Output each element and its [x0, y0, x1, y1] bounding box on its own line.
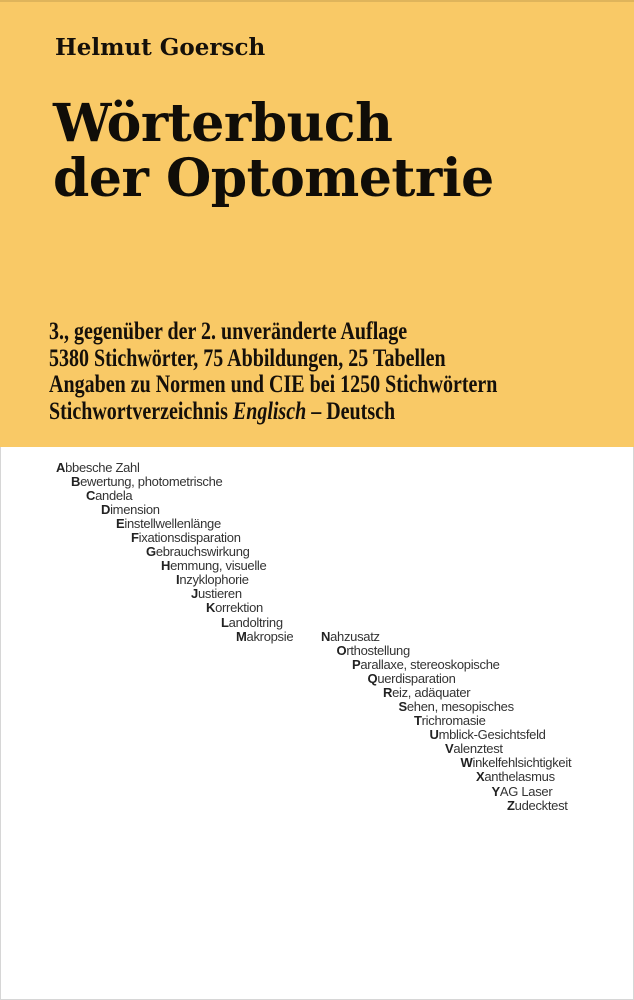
index-entry-initial: N [321, 629, 331, 644]
index-note-prefix: Stichwortverzeichnis [49, 397, 228, 425]
index-entry-initial: Q [367, 671, 378, 687]
index-entry-initial: Y [491, 783, 500, 799]
edition-line-2: 5380 Stichwörter, 75 Abbildungen, 25 Tabellen [49, 344, 446, 372]
edition-info [49, 319, 497, 425]
index-entry [461, 756, 572, 770]
edition-line-1: 3., gegenüber der 2. unveränderte Auflage [49, 318, 408, 345]
index-column-n-z [321, 630, 571, 813]
index-entry-text: ustieren [197, 586, 242, 602]
index-entry [383, 686, 571, 700]
index-entry [492, 785, 572, 799]
index-entry-text: andela [95, 488, 133, 504]
index-entry [101, 503, 293, 517]
index-entry [71, 475, 293, 489]
index-entry-initial: L [221, 614, 229, 630]
title-line-2: der Optometrie [53, 148, 494, 209]
index-entry-text: imension [110, 502, 160, 518]
index-entry [430, 728, 572, 742]
index-entry-initial: D [101, 502, 111, 518]
author-name: Helmut Goersch [55, 34, 266, 61]
index-entry [321, 630, 571, 644]
index-entry [352, 658, 571, 672]
index-entry-initial: H [161, 558, 171, 574]
index-entry-initial: A [56, 460, 66, 475]
index-entry-text: mblick-Gesichtsfeld [438, 727, 546, 743]
index-entry-initial: V [445, 741, 454, 757]
index-entry [146, 545, 293, 559]
index-entry [236, 630, 293, 644]
index-entry-initial: I [176, 572, 180, 588]
index-entry-initial: O [336, 643, 347, 659]
index-entry-text: bbesche Zahl [65, 460, 140, 475]
index-entry-text: ehen, mesopisches [406, 699, 514, 715]
index-entry [368, 672, 572, 686]
index-entry-text: ewertung, photometrische [80, 474, 223, 490]
index-entry-initial: Z [507, 797, 515, 813]
index-entry [86, 489, 293, 503]
index-entry [56, 461, 293, 475]
index-entry-text: ebrauchswirkung [155, 544, 250, 560]
index-entry [176, 573, 293, 587]
index-entry-initial: K [206, 600, 216, 616]
index-entry-initial: J [191, 586, 198, 602]
index-entry [414, 714, 571, 728]
index-entry-text: inkelfehlsichtigkeit [472, 755, 572, 771]
index-entry [161, 559, 293, 573]
index-entry-text: udecktest [514, 797, 568, 813]
book-title [53, 93, 494, 209]
index-entry-initial: G [146, 544, 156, 560]
index-column-a-m [56, 461, 293, 644]
index-entry-text: richromasie [421, 713, 486, 729]
index-entry [131, 531, 293, 545]
index-entry-text: alenztest [453, 741, 503, 757]
index-entry [507, 799, 571, 813]
index-entry-text: eiz, adäquater [392, 685, 471, 701]
index-entry-text: anthelasmus [484, 769, 555, 785]
index-entry-text: nzyklophorie [179, 572, 249, 588]
index-entry [476, 770, 571, 784]
edition-line-3: Angaben zu Normen und CIE bei 1250 Stichwörtern [49, 371, 498, 399]
index-entry-initial: W [460, 755, 473, 771]
index-entry-text: rthostellung [346, 643, 410, 659]
index-entry-initial: S [398, 699, 407, 715]
index-note-line [49, 399, 497, 426]
index-entry-initial: T [414, 713, 422, 729]
index-entry-initial: C [86, 488, 96, 504]
index-entry-initial: E [116, 516, 125, 532]
index-entry-initial: X [476, 769, 485, 785]
index-entry [191, 587, 293, 601]
index-entry-text: arallaxe, stereoskopische [360, 657, 500, 673]
index-entry [221, 616, 293, 630]
index-entry-initial: U [429, 727, 439, 743]
index-entry-initial: R [383, 685, 393, 701]
index-note-suffix: – Deutsch [311, 397, 396, 425]
index-entry [116, 517, 293, 531]
index-entry-text: akropsie [246, 628, 294, 644]
index-entry-text: emmung, visuelle [170, 558, 267, 574]
index-entry [399, 700, 572, 714]
index-entry-initial: F [131, 530, 139, 546]
index-entry-text: andoltring [228, 614, 283, 630]
index-entry-text: ixationsdisparation [138, 530, 241, 546]
index-entry-text: uerdisparation [377, 671, 456, 687]
index-entry-text: orrektion [215, 600, 263, 616]
cover-top-panel [0, 0, 634, 447]
index-note-italic: Englisch [232, 397, 307, 425]
index-entry [445, 742, 571, 756]
index-entry-text: ahzusatz [330, 629, 380, 644]
index-entry-text: instellwellenlänge [124, 516, 221, 532]
index-entry-initial: B [71, 474, 81, 490]
index-entry-text: AG Laser [499, 783, 553, 799]
title-line-1: Wörterbuch [53, 93, 393, 154]
index-entry [337, 644, 572, 658]
index-entry [206, 601, 293, 615]
index-entry-initial: M [236, 628, 247, 644]
index-entry-initial: P [352, 657, 361, 673]
